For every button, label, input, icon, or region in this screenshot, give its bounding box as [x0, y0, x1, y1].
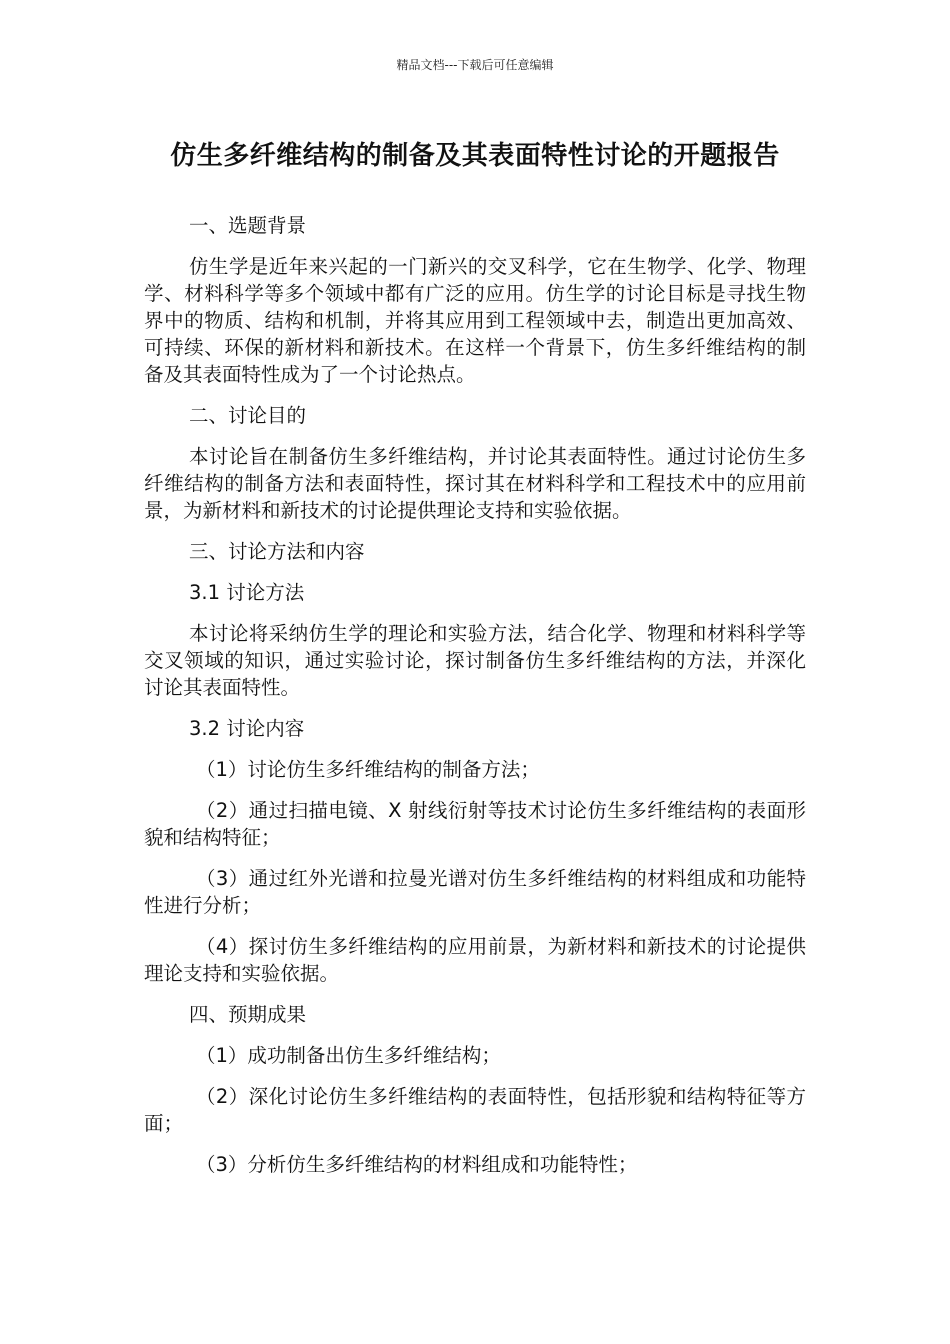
list-item: （2）深化讨论仿生多纤维结构的表面特性，包括形貌和结构特征等方面； [144, 1085, 806, 1135]
list-item: （1）成功制备出仿生多纤维结构； [196, 1044, 501, 1067]
list-item: （3）分析仿生多纤维结构的材料组成和功能特性； [196, 1153, 638, 1176]
page-header-watermark: 精品文档---下载后可任意编辑 [396, 58, 554, 72]
section-heading-background: 一、选题背景 [189, 214, 307, 237]
document-title: 仿生多纤维结构的制备及其表面特性讨论的开题报告 [170, 141, 780, 171]
paragraph-background: 仿生学是近年来兴起的一门新兴的交叉科学，它在生物学、化学、物理学、材料科学等多个领域中都有广泛的应用。仿生学的讨论目标是寻找生物界中的物质、结构和机制，并将其应用到工程领域中去，制造出更加高效、可持续、环保的新材料和新技术。在这样一个背景下，仿生多纤维结构的制备及其表面特性成为了一个讨论热点。 [144, 255, 806, 386]
list-item: （1）讨论仿生多纤维结构的制备方法； [196, 758, 540, 781]
section-heading-outcomes: 四、预期成果 [189, 1003, 307, 1026]
list-item: （2）通过扫描电镜、X 射线衍射等技术讨论仿生多纤维结构的表面形貌和结构特征； [144, 799, 806, 849]
subsection-heading-methods: 3.1 讨论方法 [189, 581, 305, 604]
section-heading-methods: 三、讨论方法和内容 [189, 540, 365, 563]
paragraph-purpose: 本讨论旨在制备仿生多纤维结构，并讨论其表面特性。通过讨论仿生多纤维结构的制备方法和表面特性，探讨其在材料科学和工程技术中的应用前景，为新材料和新技术的讨论提供理论支持和实验依据。 [144, 445, 806, 522]
list-item: （4）探讨仿生多纤维结构的应用前景，为新材料和新技术的讨论提供理论支持和实验依据。 [144, 935, 806, 985]
subsection-heading-contents: 3.2 讨论内容 [189, 717, 305, 740]
list-item: （3）通过红外光谱和拉曼光谱对仿生多纤维结构的材料组成和功能特性进行分析； [144, 867, 806, 917]
document-body [144, 212, 806, 1192]
paragraph-methods: 本讨论将采纳仿生学的理论和实验方法，结合化学、物理和材料科学等交叉领域的知识，通过实验讨论，探讨制备仿生多纤维结构的方法，并深化讨论其表面特性。 [144, 622, 806, 699]
section-heading-purpose: 二、讨论目的 [189, 404, 307, 427]
